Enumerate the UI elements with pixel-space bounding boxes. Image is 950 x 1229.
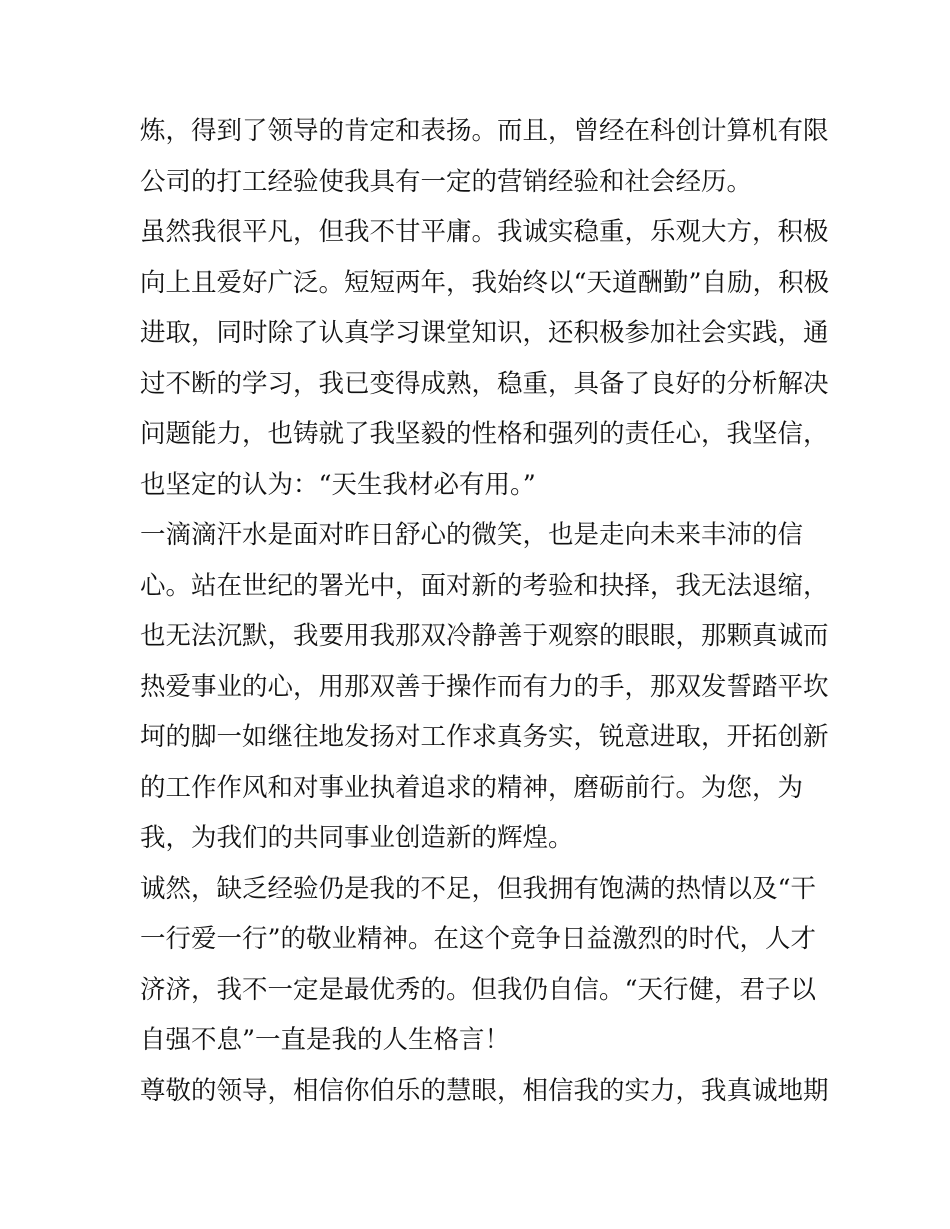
- paragraph-1: [140, 106, 829, 207]
- paragraph-4: [140, 864, 820, 1066]
- text-line: 虽然我很平凡，但我不甘平庸。我诚实稳重，乐观大方，积极: [140, 217, 829, 247]
- text-line: 炼，得到了领导的肯定和表扬。而且，曾经在科创计算机有限: [140, 116, 829, 146]
- text-line: 尊敬的领导，相信你伯乐的慧眼，相信我的实力，我真诚地期: [140, 1075, 829, 1106]
- text-line: 问题能力，也铸就了我坚毅的性格和强列的责任心，我坚信，: [140, 419, 829, 449]
- paragraph-3: [140, 510, 829, 864]
- text-line: 也坚定的认为：“天生我材必有用。”: [140, 469, 536, 500]
- text-line: 公司的打工经验使我具有一定的营销经验和社会经历。: [140, 166, 753, 197]
- text-line: 向上且爱好广泛。短短两年，我始终以“天道酬勤”自励，积极: [140, 267, 830, 298]
- text-line: 的工作作风和对事业执着追求的精神，磨砺前行。为您，为: [140, 772, 804, 803]
- text-line: 也无法沉默，我要用我那双冷静善于观察的眼眼，那颗真诚而: [140, 621, 829, 651]
- text-line: 一行爱一行”的敬业精神。在这个竞争日益激烈的时代，人才: [140, 924, 817, 954]
- text-line: 我，为我们的共同事业创造新的辉煌。: [140, 823, 574, 853]
- text-line: 自强不息”一直是我的人生格言！: [140, 1025, 511, 1055]
- paragraph-5: [140, 1066, 829, 1117]
- text-line: 过不断的学习，我已变得成熟，稳重，具备了良好的分析解决: [140, 368, 829, 399]
- paragraph-2: [140, 207, 830, 510]
- text-line: 进取，同时除了认真学习课堂知识，还积极参加社会实践，通: [140, 318, 829, 348]
- text-line: 心。站在世纪的署光中，面对新的考验和抉择，我无法退缩，: [140, 570, 829, 601]
- text-line: 热爱事业的心，用那双善于操作而有力的手，那双发誓踏平坎: [140, 671, 829, 702]
- text-line: 济济，我不一定是最优秀的。但我仍自信。“天行健，君子以: [140, 974, 817, 1005]
- body-text: [140, 106, 830, 1116]
- text-line: 一滴滴汗水是面对昨日舒心的微笑，也是走向未来丰沛的信: [140, 520, 804, 550]
- text-line: 诚然，缺乏经验仍是我的不足，但我拥有饱满的热情以及“干: [140, 873, 817, 904]
- text-line: 坷的脚一如继往地发扬对工作求真务实，锐意进取，开拓创新: [140, 722, 829, 752]
